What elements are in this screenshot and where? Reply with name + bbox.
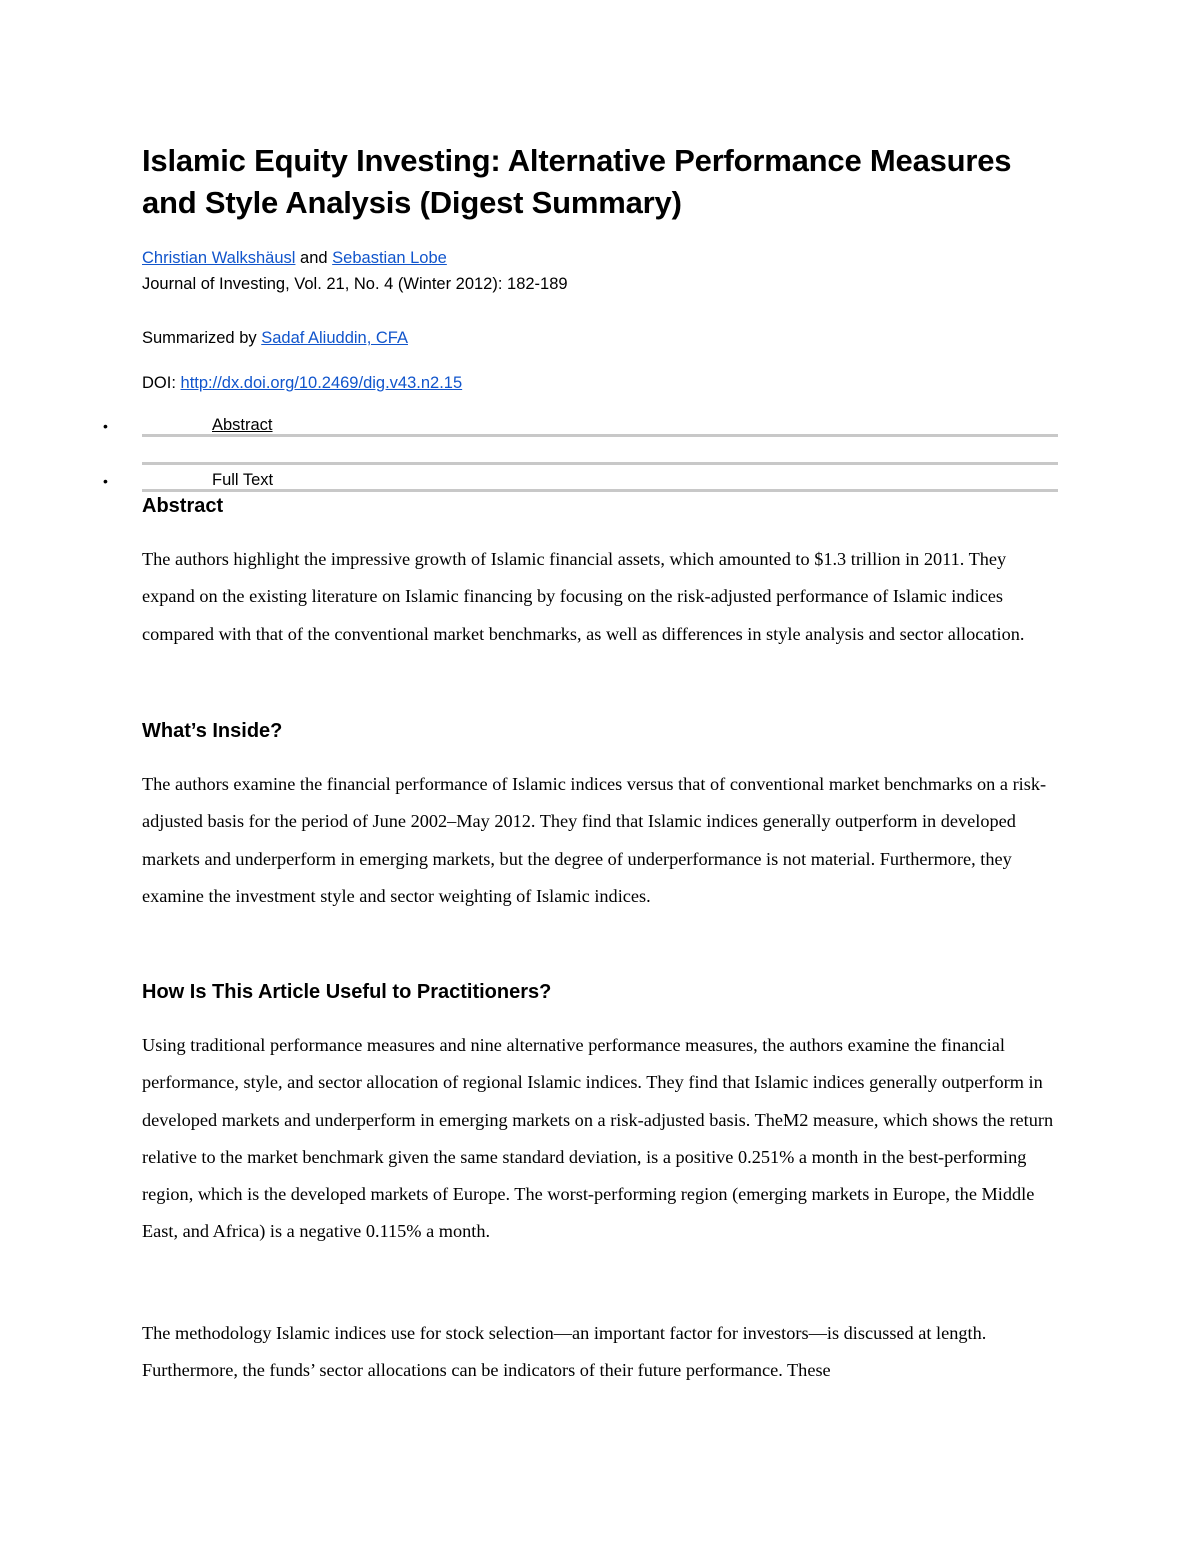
doi-prefix: DOI: [142,374,181,392]
journal-citation: Journal of Investing, Vol. 21, No. 4 (Winter 2012): 182-189 [142,275,568,293]
abstract-paragraph: The authors highlight the impressive growth of Islamic financial assets, which amounted to $1.3 trillion in 2011. They expand on the existing literature on Islamic financing by focusing on the risk-adjusted performance of Islamic indices compared with that of the conventional market benchmarks, as well as differences in style analysis and sector allocation. [142,549,1025,644]
author-separator: and [295,249,333,267]
author-link-walkshausl[interactable]: Christian Walkshäusl [142,249,296,267]
abstract-heading: Abstract [142,495,224,517]
whats-inside-paragraph: The authors examine the financial performance of Islamic indices versus that of conventional market benchmarks on a risk-adjusted basis for the period of June 2002–May 2012. They find that Islamic indices generally outperform in developed markets and underperform in emerging markets, but the degree of underperformance is not material. Furthermore, they examine the investment style and sector weighting of Islamic indices. [142,774,1047,906]
tab-full-text-label[interactable]: Full Text [212,471,274,489]
tab-divider [142,462,1058,465]
author-line [142,247,1062,269]
bullet-icon: • [103,418,108,434]
doi-link[interactable]: http://dx.doi.org/10.2469/dig.v43.n2.15 [180,374,463,392]
summarized-prefix: Summarized by [142,329,262,347]
whats-inside-heading: What’s Inside? [142,720,283,742]
methodology-paragraph: The methodology Islamic indices use for stock selection—an important factor for investors—is discussed at length. Furthermore, the funds’ sector allocations can be indicators of their future performance. These [142,1323,987,1381]
bullet-icon: • [103,473,108,489]
doi-line [142,372,1062,394]
article-title: Islamic Equity Investing: Alternative Performance Measures and Style Analysis (Digest Summary) [142,143,1012,220]
practitioners-paragraph: Using traditional performance measures and nine alternative performance measures, the authors examine the financial performance, style, and sector allocation of regional Islamic indices. They find that Islamic indices generally outperform in developed markets and underperform in emerging markets on a risk-adjusted basis. TheM2 measure, which shows the return relative to the market benchmark given the same standard deviation, is a positive 0.251% a month in the best-performing region, which is the developed markets of Europe. The worst-performing region (emerging markets in Europe, the Middle East, and Africa) is a negative 0.115% a month. [142,1035,1054,1242]
tab-divider [142,434,1058,437]
summarized-by-line [142,327,1062,349]
summarizer-link[interactable]: Sadaf Aliuddin, CFA [261,329,408,347]
tab-abstract[interactable] [0,413,1200,443]
practitioners-heading: How Is This Article Useful to Practitioners? [142,981,552,1003]
tab-divider [142,489,1058,492]
tab-abstract-label[interactable]: Abstract [212,416,273,434]
author-link-lobe[interactable]: Sebastian Lobe [332,249,447,267]
